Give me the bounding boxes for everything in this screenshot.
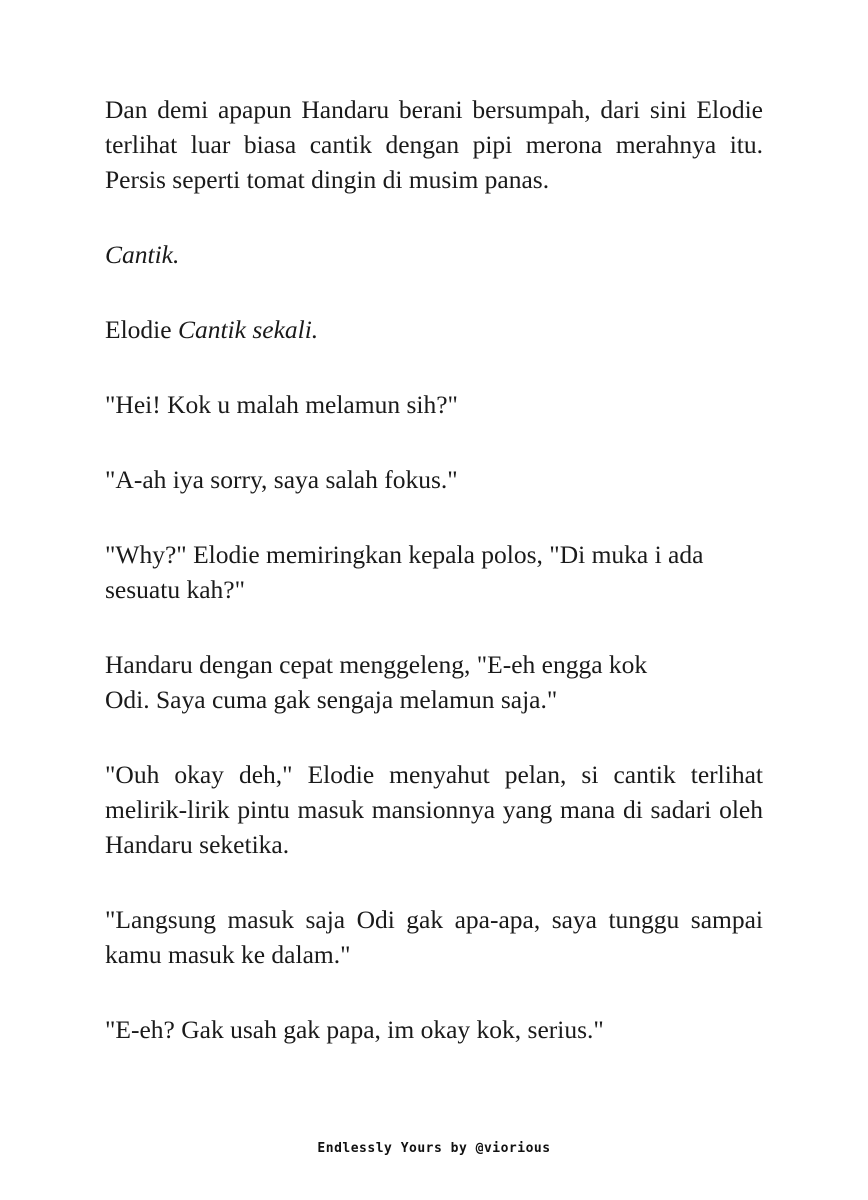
paragraph-10: "E-eh? Gak usah gak papa, im okay kok, serius." [105,1015,604,1044]
paragraph-5: "A-ah iya sorry, saya salah fokus." [105,465,458,494]
paragraph-8: "Ouh okay deh," Elodie menyahut pelan, si cantik terlihat melirik-lirik pintu masuk mansionnya yang mana di sadari oleh Handaru seketika. [105,760,763,859]
paragraph-9: "Langsung masuk saja Odi gak apa-apa, saya tunggu sampai kamu masuk ke dalam." [105,905,763,969]
paragraph-3 [105,312,763,347]
paragraph-6-line-2: sesuatu kah?" [105,575,245,604]
paragraph-3-prefix: Elodie [105,315,178,344]
paragraph-1: Dan demi apapun Handaru berani bersumpah, dari sini Elodie terlihat luar biasa cantik dengan pipi merona merahnya itu. Persis seperti tomat dingin di musim panas. [105,95,763,194]
paragraph-6-line-1: "Why?" Elodie memiringkan kepala polos, "Di muka i ada [105,540,704,569]
paragraph-7-line-1: Handaru dengan cepat menggeleng, "E-eh engga kok [105,650,648,679]
story-text [105,92,763,1087]
paragraph-7 [105,647,763,717]
paragraph-2: Cantik. [105,240,180,269]
footer-credit: Endlessly Yours by @viorious [317,1141,551,1156]
paragraph-6 [105,537,763,607]
paragraph-4: "Hei! Kok u malah melamun sih?" [105,390,458,419]
paragraph-7-line-2: Odi. Saya cuma gak sengaja melamun saja." [105,685,558,714]
paragraph-3-italic: Cantik sekali. [177,315,319,344]
